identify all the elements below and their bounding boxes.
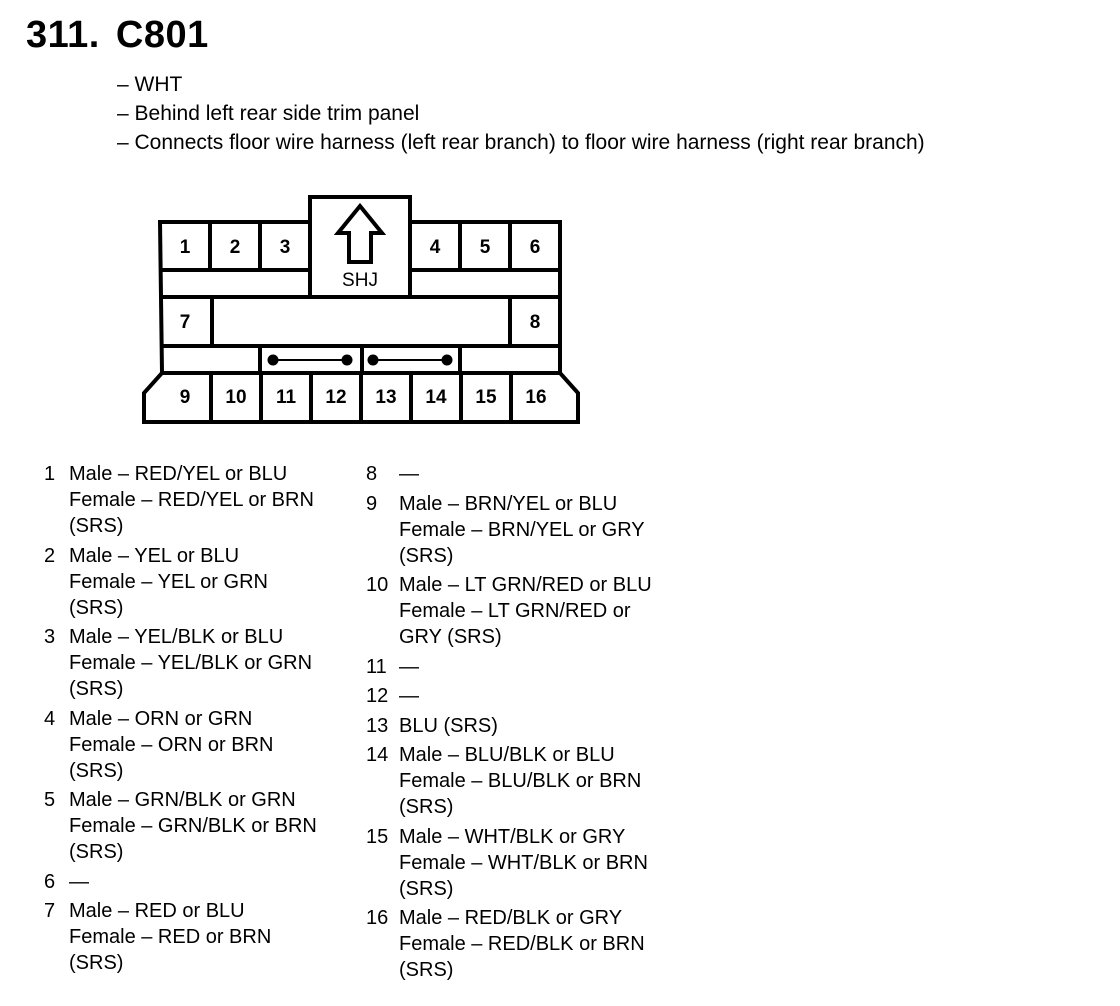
pin-number: 16 (366, 907, 389, 929)
pin-entry (44, 898, 317, 976)
pin-entry (366, 742, 652, 820)
cavity-label: 12 (325, 387, 347, 408)
pin-entry (366, 905, 652, 983)
pin-number: 9 (366, 492, 378, 515)
wire-color-line: Female – YEL/BLK or GRN (69, 652, 313, 674)
pin-number: 12 (366, 685, 389, 707)
wire-color-line: (SRS) (69, 841, 124, 863)
wire-color-line: (SRS) (399, 959, 454, 981)
wire-color-line: Female – BLU/BLK or BRN (399, 770, 642, 792)
cavity-label: 16 (525, 387, 547, 408)
wire-color-line: Male – YEL/BLK or BLU (69, 626, 284, 648)
pin-number: 4 (44, 707, 56, 730)
wire-color-line: Female – RED/BLK or BRN (399, 933, 645, 955)
pin-number: 13 (366, 714, 389, 737)
pin-number: 8 (366, 463, 378, 485)
pin-entry (44, 787, 317, 865)
pin-wire-colors (399, 572, 652, 650)
wire-color-line: — (399, 685, 419, 707)
cavity-label: 14 (425, 387, 447, 408)
wire-color-line: Female – YEL or GRN (69, 570, 268, 593)
pin-number: 7 (44, 900, 56, 922)
wire-color-line: Female – GRN/BLK or BRN (69, 815, 317, 837)
cavity-label: 9 (179, 387, 191, 408)
wire-color-line: Female – BRN/YEL or GRY (399, 518, 645, 541)
shorting-bar-13-14 (368, 355, 453, 366)
pin-wire-colors (399, 713, 498, 739)
wire-color-line: — (399, 463, 419, 485)
wire-color-line: Female – ORN or BRN (69, 733, 274, 756)
cavity-label: 3 (279, 237, 291, 258)
wire-color-line: Male – RED or BLU (69, 900, 245, 922)
cavity-label: 8 (529, 312, 541, 333)
pin-wire-colors (399, 824, 648, 902)
wire-color-line: Male – RED/BLK or GRY (399, 907, 623, 929)
wire-color-line: (SRS) (69, 759, 124, 782)
wire-color-line: BLU (SRS) (399, 714, 498, 737)
wire-color-line: (SRS) (69, 678, 124, 700)
pin-wire-colors (399, 461, 419, 487)
pin-entry (44, 624, 317, 702)
wire-color-line: Male – YEL or BLU (69, 544, 240, 567)
pin-entry (44, 869, 317, 895)
wire-color-line: GRY (SRS) (399, 626, 502, 648)
pin-wire-colors (399, 491, 645, 569)
connector-color: – WHT (117, 70, 925, 99)
wire-color-line: (SRS) (399, 796, 454, 818)
pin-entry (44, 543, 317, 621)
pin-wire-colors (69, 543, 268, 621)
cavity-label: 7 (179, 312, 191, 333)
wire-color-line: Male – BLU/BLK or BLU (399, 744, 615, 766)
cavity-label: 1 (179, 237, 191, 258)
connector-description: – Connects floor wire harness (left rear branch) to floor wire harness (right rear branch) (117, 128, 925, 157)
pin-wire-colors (399, 905, 645, 983)
wire-color-line: Male – RED/YEL or BLU (69, 463, 288, 485)
pin-number: 3 (44, 626, 56, 648)
pin-number: 6 (44, 870, 56, 893)
cavity-label: 10 (225, 387, 247, 408)
wire-color-line: Female – WHT/BLK or BRN (399, 851, 648, 874)
section-number: 311. (26, 14, 100, 56)
pin-wire-colors (69, 461, 314, 539)
wire-color-line: (SRS) (69, 515, 124, 537)
pin-number: 10 (366, 574, 389, 596)
pin-entry (44, 461, 317, 539)
cavity-label: 2 (229, 237, 241, 258)
pin-wire-colors (399, 683, 419, 709)
pin-number: 14 (366, 744, 389, 766)
cavity-label: 4 (429, 237, 441, 258)
wire-color-line: Female – RED/YEL or BRN (69, 489, 314, 511)
pin-entry (366, 683, 652, 709)
wire-color-line: Male – BRN/YEL or BLU (399, 492, 618, 515)
cavity-label: 15 (475, 387, 497, 408)
wire-color-line: (SRS) (69, 596, 124, 619)
cavity-label: 13 (375, 387, 397, 408)
shorting-bar-11-12 (268, 355, 353, 366)
pin-wire-colors (69, 706, 274, 784)
pin-entry (366, 713, 652, 739)
wire-color-line: (SRS) (69, 952, 124, 974)
wire-color-line: (SRS) (399, 877, 454, 900)
wire-color-line: Female – RED or BRN (69, 926, 272, 948)
arrow-up-icon (338, 206, 382, 262)
pin-number: 11 (366, 655, 387, 678)
pin-wire-colors (399, 654, 419, 680)
pin-wire-colors (399, 742, 641, 820)
wire-color-line: — (399, 655, 419, 678)
pin-entry (366, 491, 652, 569)
wire-color-line: Male – GRN/BLK or GRN (69, 789, 296, 811)
cavity-label: 11 (275, 387, 297, 408)
pin-number: 1 (44, 463, 56, 485)
pin-entry (366, 572, 652, 650)
pin-entry (366, 654, 652, 680)
pin-wire-colors (69, 787, 317, 865)
cavity-label: 6 (529, 237, 541, 258)
pin-wire-colors (69, 898, 271, 976)
pin-wire-colors (69, 869, 89, 895)
pin-number: 15 (366, 825, 389, 848)
pin-wire-colors (69, 624, 312, 702)
wire-color-line: (SRS) (399, 544, 454, 567)
pin-entry (366, 461, 652, 487)
orientation-label: SHJ (342, 270, 378, 291)
cavity-label: 5 (479, 237, 491, 258)
connector-id: C801 (115, 14, 209, 56)
wire-color-line: — (69, 870, 89, 893)
wire-color-line: Male – ORN or GRN (69, 707, 253, 730)
pin-number: 5 (44, 789, 56, 811)
wire-color-line: Male – LT GRN/RED or BLU (399, 574, 652, 596)
wire-color-line: Male – WHT/BLK or GRY (399, 825, 626, 848)
connector-location: – Behind left rear side trim panel (117, 99, 925, 128)
pin-entry (44, 706, 317, 784)
pin-entry (366, 824, 652, 902)
pinout-list-right (366, 461, 652, 987)
pin-number: 2 (44, 544, 56, 567)
pinout-list-left (44, 461, 317, 980)
wire-color-line: Female – LT GRN/RED or (399, 600, 631, 622)
